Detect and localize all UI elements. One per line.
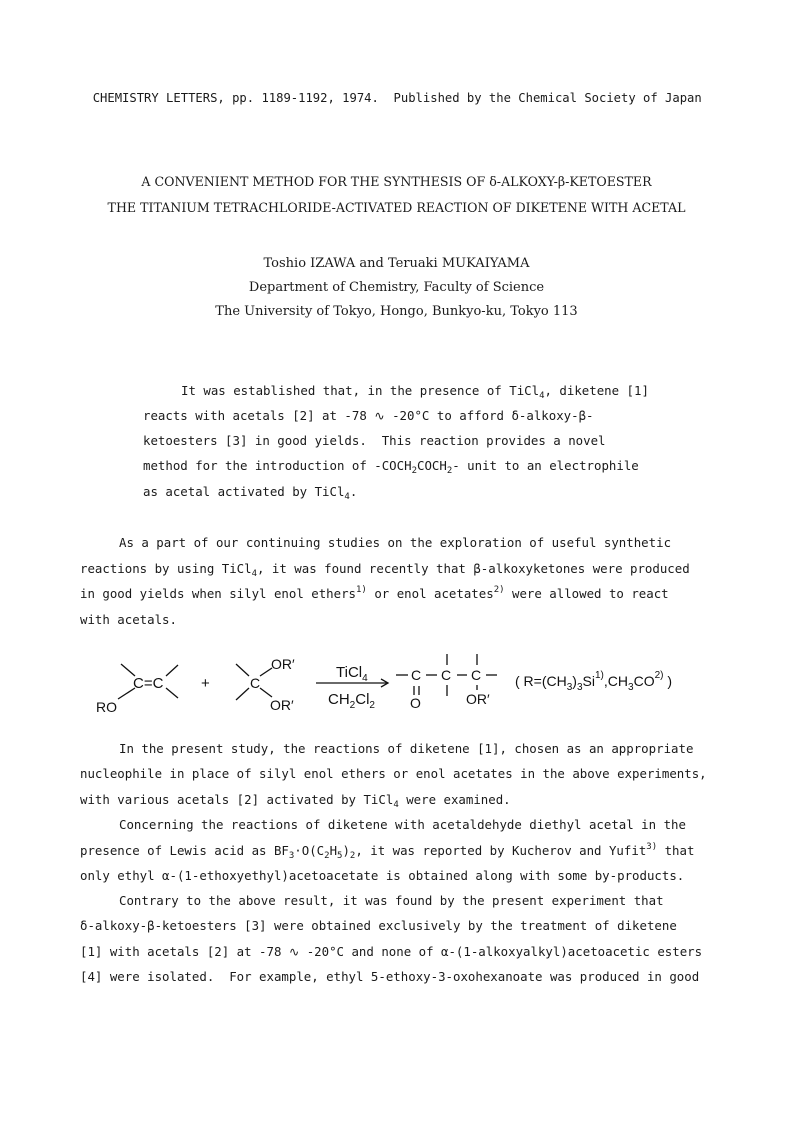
body-p1-line-1: In the present study, the reactions of diketene [1], chosen as an appropriate [119,741,694,756]
body-p2-line-3: only ethyl α-(1-ethoxyethyl)acetoacetate is obtained along with some by-products. [80,868,685,883]
journal-citation: CHEMISTRY LETTERS, pp. 1189-1192, 1974. [92,91,379,105]
alkene-label: C=C [133,675,164,692]
reaction-scheme [0,640,793,730]
body-p3-line-3: [1] with acetals [2] at -78 ∿ -20°C and none of α-(1-alkoxyalkyl)acetoacetic esters [80,944,703,959]
intro-line-3: in good yields when silyl enol ethers$^{1)}$ or enol acetates$^{2)}$ were allowed to react [80,585,669,601]
body-p2-line-2: presence of Lewis acid as $BF_3\cdot O(C_2H_5)_2$, it was reported by Kucherov and Yufit$^{3)}$ that [80,842,695,861]
plus-sign: + [201,675,210,692]
abstract-line-4: method for the introduction of $-COCH_2COCH_2-$ unit to an electrophile [143,458,639,476]
body-p3-line-4: [4] were isolated. For example, ethyl 5-ethoxy-3-oxohexanoate was produced in good [80,969,700,984]
article-title-line-1: A CONVENIENT METHOD FOR THE SYNTHESIS OF δ-ALKOXY-β-KETOESTER [141,174,652,189]
acetal-carbon-label: C [250,675,261,691]
intro-line-4: with acetals. [80,612,177,627]
product-carbonyl-oxygen: O [410,695,421,711]
article-title-line-2: THE TITANIUM TETRACHLORIDE-ACTIVATED REACTION OF DIKETENE WITH ACETAL [107,200,686,215]
alkoxy-group-label: RO [96,699,117,715]
acetal-or-bottom: OR′ [270,697,294,713]
abstract-line-2: reacts with acetals [2] at -78 ∿ -20°C to afford δ-alkoxy-β- [143,408,594,423]
product-carbon-3: C [471,667,482,683]
body-p3-line-1: Contrary to the above result, it was found by the present experiment that [119,893,664,908]
intro-line-1: As a part of our continuing studies on the exploration of useful synthetic [119,535,672,550]
abstract-line-5: as acetal activated by TiCl$_4$. [143,484,358,502]
body-p1-line-3: with various acetals [2] activated by TiCl$_4$ were examined. [80,792,511,810]
intro-line-2: reactions by using TiCl$_4$, it was found recently that β-alkoxyketones were produced [80,561,690,579]
publisher-note: Published by the Chemical Society of Japan [393,91,702,105]
abstract-line-1: It was established that, in the presence of TiCl$_4$, diketene [1] [181,383,649,401]
acetal-or-top: OR′ [271,656,295,672]
product-carbon-2: C [441,667,452,683]
body-p1-line-2: nucleophile in place of silyl enol ethers or enol acetates in the above experiments, [80,766,707,781]
product-alkoxy-label: OR′ [466,691,490,707]
body-p3-line-2: δ-alkoxy-β-ketoesters [3] were obtained exclusively by the treatment of diketene [80,918,677,933]
running-header [78,74,702,106]
author-university: The University of Tokyo, Hongo, Bunkyo-ku, Tokyo 113 [215,304,578,319]
abstract-line-3: ketoesters [3] in good yields. This reaction provides a novel [143,433,606,448]
r-definition: ( $R=(CH_3)_3Si^{1)},CH_3CO^{2)}$ ) [515,670,673,693]
author-department: Department of Chemistry, Faculty of Science [248,280,545,295]
body-p2-line-1: Concerning the reactions of diketene with acetaldehyde diethyl acetal in the [119,817,686,832]
solvent-label: $CH_2Cl_2$ [328,691,375,711]
product-carbon-1: C [411,667,422,683]
reagent-label: TiCl$_4$ [336,664,368,684]
author-names: Toshio IZAWA and Teruaki MUKAIYAMA [263,256,530,271]
